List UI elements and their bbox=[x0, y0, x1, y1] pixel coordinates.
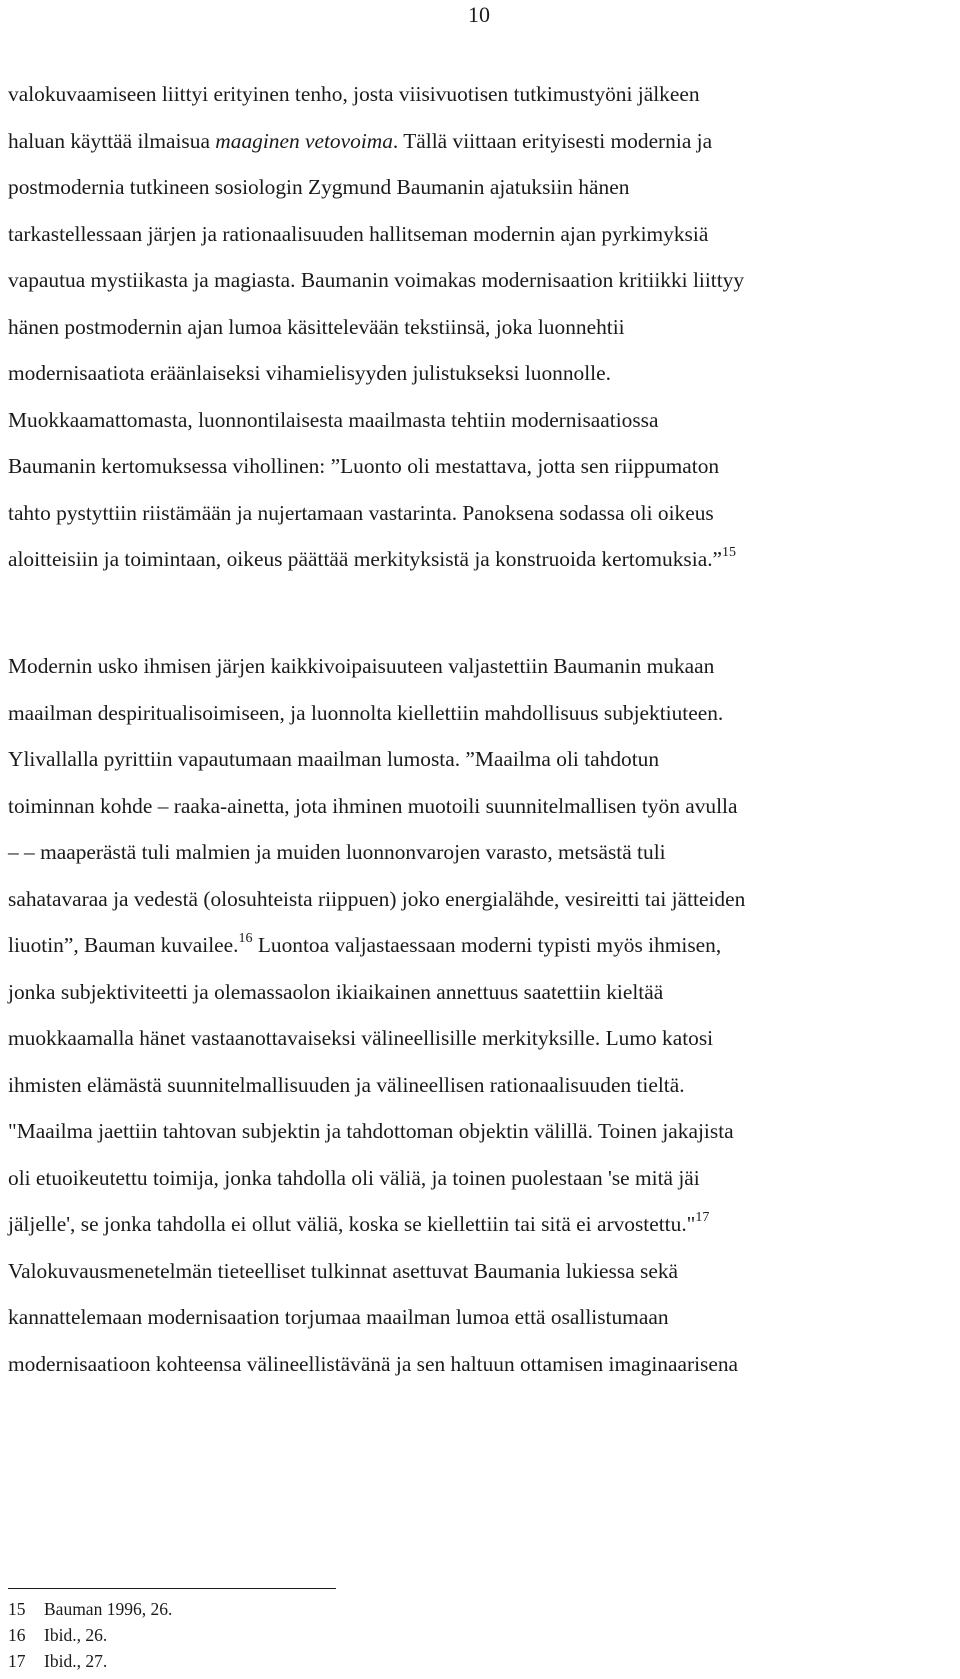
text-run: aloitteisiin ja toimintaan, oikeus päättää merkityksistä ja konstruoida kertomuksia.” bbox=[8, 547, 723, 571]
footnote-text: Bauman 1996, 26. bbox=[44, 1599, 173, 1619]
text-line: maailman despiritualisoimiseen, ja luonnolta kiellettiin mahdollisuus subjektiuteen. bbox=[8, 700, 724, 725]
text-line bbox=[8, 922, 948, 969]
text-line: hänen postmodernin ajan lumoa käsittelevään tekstiinsä, joka luonnehtii bbox=[8, 314, 625, 339]
footnote-number: 16 bbox=[8, 1625, 26, 1645]
footnotes bbox=[8, 1596, 172, 1674]
text-line: vapautua mystiikasta ja magiasta. Baumanin voimakas modernisaation kritiikki liittyy bbox=[8, 268, 745, 292]
text-run: Luontoa valjastaessaan moderni typisti myös ihmisen, bbox=[252, 933, 722, 957]
footnote-item bbox=[8, 1622, 172, 1648]
footnote-reference: 16 bbox=[238, 931, 253, 946]
text-run: jäljelle', se jonka tahdolla ei ollut väliä, koska se kiellettiin tai sitä ei arvostettu." bbox=[8, 1212, 696, 1236]
text-line: sahatavaraa ja vedestä (olosuhteista riippuen) joko energialähde, vesireitti tai jätteiden bbox=[8, 886, 746, 911]
italic-term: maaginen vetovoima bbox=[215, 128, 393, 153]
text-line: Baumanin kertomuksessa vihollinen: ”Luonto oli mestattava, jotta sen riippumaton bbox=[8, 454, 720, 478]
footnote-reference: 15 bbox=[722, 545, 737, 560]
text-line: "Maailma jaettiin tahtovan subjektin ja tahdottoman objektin välillä. Toinen jakajista bbox=[8, 1119, 734, 1143]
footnote-number: 17 bbox=[8, 1651, 26, 1671]
footnote-separator bbox=[8, 1588, 336, 1589]
paragraph-2 bbox=[8, 643, 948, 1387]
text-run: liuotin”, Bauman kuvailee. bbox=[8, 933, 239, 957]
footnote-item bbox=[8, 1648, 172, 1674]
text-line bbox=[8, 536, 948, 583]
text-line: kannattelemaan modernisaation torjumaa maailman lumoa että osallistumaan bbox=[8, 1305, 669, 1329]
text-line: Muokkaamattomasta, luonnontilaisesta maailmasta tehtiin modernisaatiossa bbox=[8, 407, 659, 432]
footnote-reference: 17 bbox=[695, 1210, 710, 1225]
footnote-text: Ibid., 26. bbox=[44, 1625, 108, 1645]
text-line: Modernin usko ihmisen järjen kaikkivoipaisuuteen valjastettiin Baumanin mukaan bbox=[8, 654, 715, 678]
text-line: tahto pystyttiin riistämään ja nujertamaan vastarinta. Panoksena sodassa oli oikeus bbox=[8, 500, 714, 525]
footnote-number: 15 bbox=[8, 1599, 26, 1619]
text-line: Valokuvausmenetelmän tieteelliset tulkinnat asettuvat Baumania lukiessa sekä bbox=[8, 1258, 679, 1283]
text-line: ihmisten elämästä suunnitelmallisuuden ja välineellisen rationaalisuuden tieltä. bbox=[8, 1072, 685, 1097]
page-number: 10 bbox=[468, 2, 490, 27]
paragraph-1 bbox=[8, 71, 948, 583]
text-line: jonka subjektiviteetti ja olemassaolon ikiaikainen annettuus saatettiin kieltää bbox=[8, 979, 664, 1004]
text-line bbox=[8, 118, 948, 165]
footnote-item bbox=[8, 1596, 172, 1622]
text-run: haluan käyttää ilmaisua bbox=[8, 128, 216, 153]
text-line: oli etuoikeutettu toimija, jonka tahdolla oli väliä, ja toinen puolestaan 'se mitä jäi bbox=[8, 1165, 700, 1190]
text-line bbox=[8, 1201, 948, 1248]
text-line: valokuvaamiseen liittyi erityinen tenho, josta viisivuotisen tutkimustyöni jälkeen bbox=[8, 82, 700, 106]
text-line: muokkaamalla hänet vastaanottavaiseksi välineellisille merkityksille. Lumo katosi bbox=[8, 1026, 714, 1050]
text-line: – – maaperästä tuli malmien ja muiden luonnonvarojen varasto, metsästä tuli bbox=[8, 840, 666, 864]
text-run: . Tällä viittaan erityisesti modernia ja bbox=[392, 128, 713, 153]
text-line: toiminnan kohde – raaka-ainetta, jota ihminen muotoili suunnitelmallisen työn avulla bbox=[8, 793, 738, 818]
text-line: modernisaatiota eräänlaiseksi vihamielisyyden julistukseksi luonnolle. bbox=[8, 361, 611, 385]
footnote-text: Ibid., 27. bbox=[44, 1651, 108, 1671]
text-line: Ylivallalla pyrittiin vapautumaan maailman lumosta. ”Maailma oli tahdotun bbox=[8, 747, 660, 771]
text-line: postmodernia tutkineen sosiologin Zygmund Baumanin ajatuksiin hänen bbox=[8, 175, 630, 199]
text-line: modernisaatioon kohteensa välineellistävänä ja sen haltuun ottamisen imaginaarisena bbox=[8, 1351, 739, 1376]
text-line: tarkastellessaan järjen ja rationaalisuuden hallitseman modernin ajan pyrkimyksiä bbox=[8, 221, 709, 246]
